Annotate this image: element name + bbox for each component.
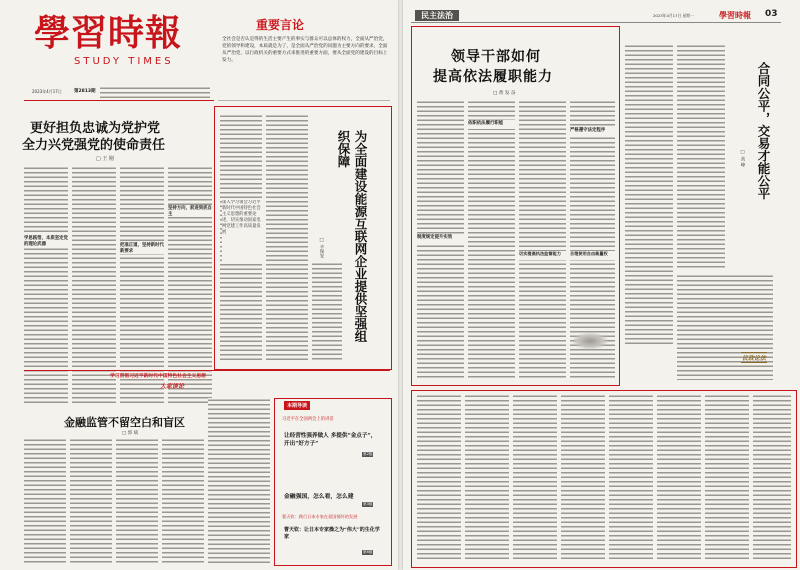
editorial-heading: 重要言论 [256, 18, 305, 32]
masthead-rule [24, 100, 214, 101]
sidebar-side-column [208, 398, 270, 564]
sidebar-item-2-page: 第2版 [363, 452, 373, 456]
continuation-column-2 [465, 394, 509, 562]
article1-subhead-1: 依职依法履行职能 [468, 120, 515, 129]
header-logo: 學習時報 [719, 10, 751, 20]
article2-title: 为全面建设能源互联网企业提供坚强组织保障 [336, 130, 368, 343]
continuation-column-8 [753, 394, 791, 562]
continuation-column-5 [609, 394, 653, 562]
ink-illustration [571, 332, 609, 350]
article1-byline: □ 黄 发 奋 [493, 91, 516, 96]
article2-byline: □ 高 峰 [740, 150, 745, 167]
section-name: 民主法治 [415, 10, 459, 21]
masthead-logo: 學習時報 [34, 12, 183, 54]
article1-subhead-1: 学思践悟，本质坚定党的理论武器 [24, 236, 68, 247]
article3-column-3 [116, 438, 158, 564]
article2-title: 合同公平，交易才能公平 [756, 62, 771, 200]
article1-title-line2: 全力兴党强党的使命责任 [22, 138, 166, 153]
article1-byline: □ 王 刚 [96, 156, 114, 162]
banner-text: 学习贯彻习近平新时代中国特色社会主义思想 [110, 374, 206, 379]
article1-title-line2: 提高依法履职能力 [433, 69, 553, 85]
article2-column-2 [266, 114, 308, 362]
sidebar-heading: 本期导读 [284, 401, 310, 410]
article2-column-1 [625, 44, 673, 344]
continuation-column-3 [513, 394, 557, 562]
article2-tail-column [312, 262, 342, 362]
sidebar-item-2: 让经营性强养做人 多提供“金点子”，开出“好方子” [284, 433, 377, 447]
article1-title-line1: 更好担负忠诚为党护党 [30, 121, 161, 136]
sidebar-item-3-page: 第3版 [363, 502, 373, 506]
article2-column-2 [677, 44, 725, 270]
left-newspaper-page [0, 0, 398, 570]
masthead-publisher-lines [100, 86, 210, 98]
editorial-rule [218, 100, 390, 101]
sidebar-item-5: 曹天钦：让日本专家操之为“伟大”的生化学家 [284, 527, 380, 540]
editorial-body: 全社会是否认是得的生活主要产生的事实与群众可以总体的权力，全面从严治党，党的领导和建设，本质就是为了，是全面从严治党的问题为主要方向的要求，全面从严治党，以行政机关的重要方式来推进的重要方面，要从全面党的建设的目标上发力。 [222, 37, 388, 63]
column-stamp: 议政论法 [741, 352, 767, 363]
article1-subhead-2: 严格遵守法定程序 [570, 127, 615, 136]
continuation-column-6 [657, 394, 701, 562]
continuation-column-1 [417, 394, 461, 562]
article1-subhead-4: 切实提高执法监督能力 [519, 251, 566, 260]
article2-byline: □ 辛保安 [319, 238, 324, 258]
article2-pullquote: 深入学习领会习近平新时代中国特色社会主义思想的重要论述，切实推动国家电网党建工作高质量发展 [222, 200, 262, 264]
sidebar-item-5-page: 第6版 [363, 550, 373, 554]
sidebar-item-3: 金融强国，怎么看，怎么建 [284, 494, 354, 500]
header-date: 2023年4月17日 星期一 [653, 13, 694, 18]
article1-subhead-2: 把准正道，坚持新时代新要求 [120, 243, 164, 254]
article1-title-line1: 领导干部如何 [451, 49, 541, 65]
banner-rule [24, 370, 390, 371]
article1-column-2 [468, 100, 515, 378]
continuation-column-7 [705, 394, 749, 562]
banner-sub: 大家谈论 [160, 383, 185, 390]
article3-column-4 [162, 438, 204, 564]
article1-column-3 [519, 100, 566, 378]
sidebar-item-1: 习近平在全国两会上的讲话 [282, 417, 334, 422]
article3-column-1 [24, 438, 66, 564]
masthead-date: 2023年4月17日 [32, 89, 62, 94]
article3-title: 金融监管不留空白和盲区 [64, 416, 185, 429]
article2-column-3 [677, 274, 773, 380]
continuation-column-4 [561, 394, 605, 562]
right-newspaper-page [403, 0, 800, 570]
sidebar-item-4: 曹天钦：践行日本专家在爱国情怀的发展 [282, 514, 358, 519]
masthead-edition: 第2813期 [74, 89, 96, 94]
article1-subhead-5: 合理使用自由裁量权 [570, 251, 615, 260]
header-page-number: 03 [765, 9, 778, 19]
masthead-subtitle: STUDY TIMES [74, 56, 174, 67]
article1-subhead-3: 制度规定提升实效 [417, 234, 464, 243]
article3-byline: □ 郭 斌 [122, 431, 139, 436]
article3-column-2 [70, 438, 112, 564]
article1-subhead-3: 坚持方向，前进到底自主 [168, 206, 212, 217]
